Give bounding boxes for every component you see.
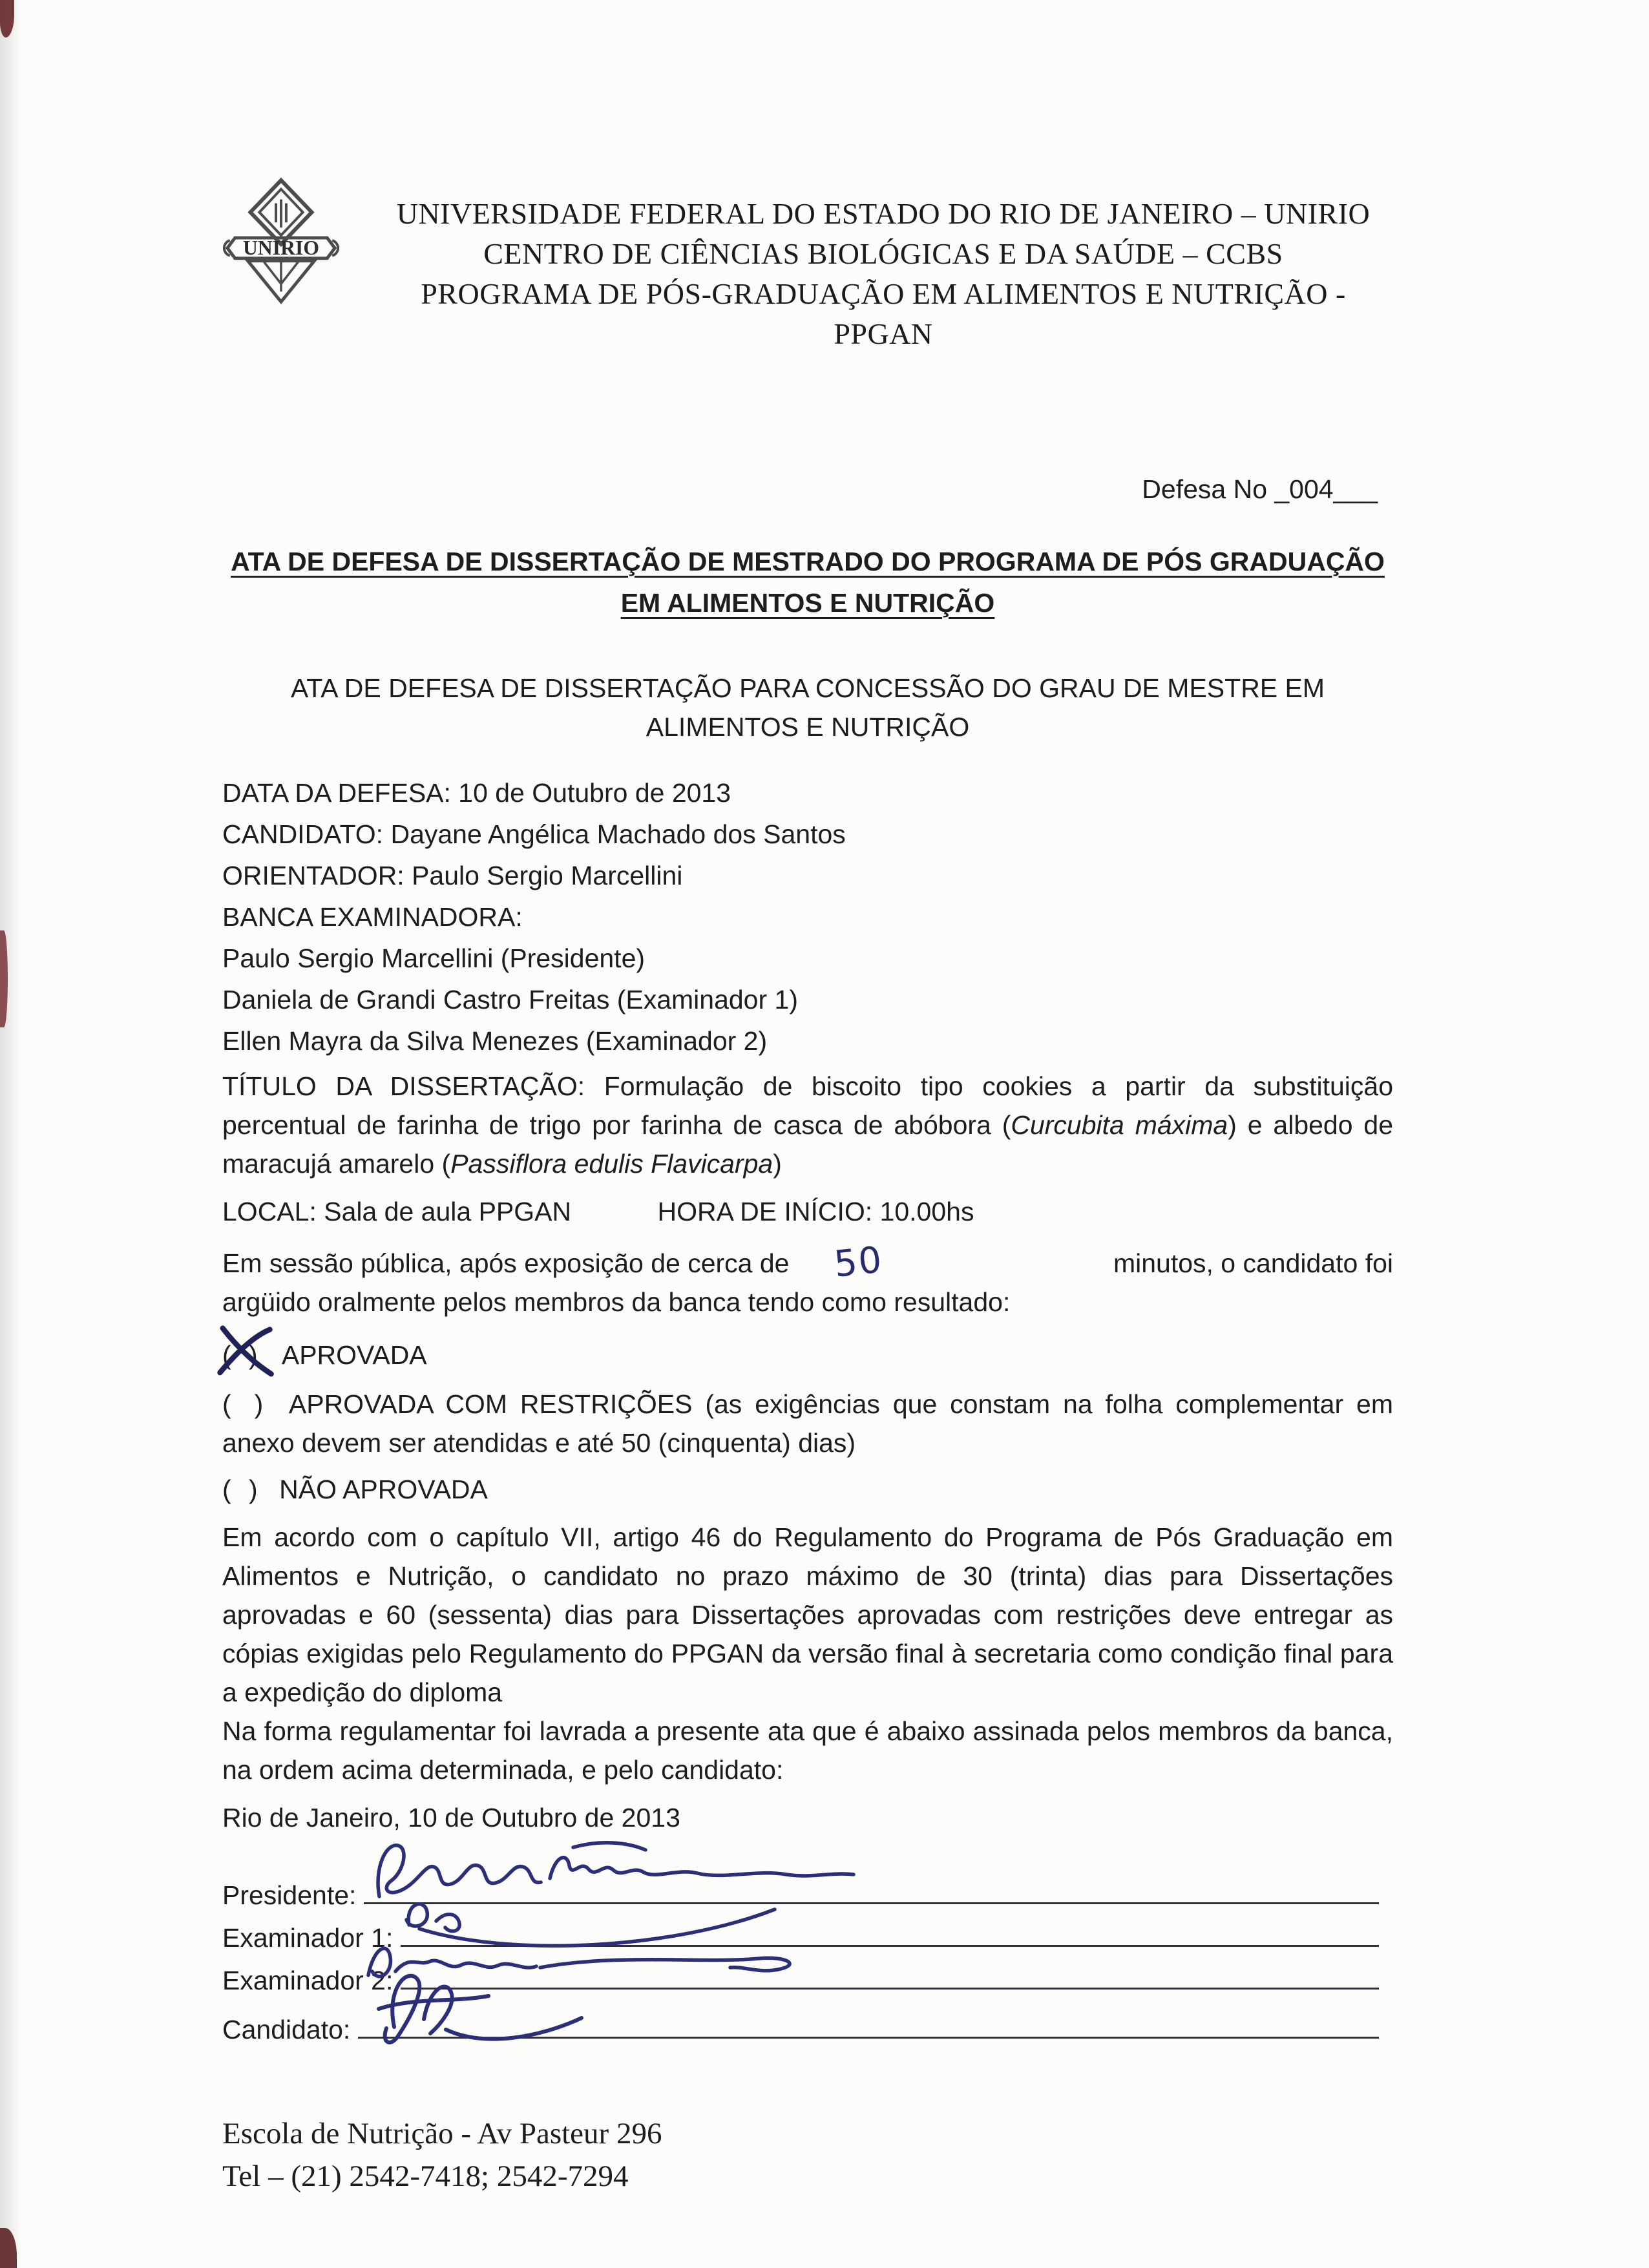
signature-row-examinador1 <box>222 1911 1393 1953</box>
dissertation-title-text-2: ) e albedo de maracujá amarelo ( <box>222 1110 1393 1179</box>
examinador1-label: Examinador 1: <box>222 1923 394 1953</box>
field-data-defesa: DATA DA DEFESA: 10 de Outubro de 2013 <box>222 778 731 808</box>
city-date-line: Rio de Janeiro, 10 de Outubro de 2013 <box>222 1803 680 1832</box>
checkbox-aprovada-restricoes: ( ) <box>222 1389 269 1419</box>
signature-line-examinador2 <box>401 1988 1379 1990</box>
examinador2-label: Examinador 2: <box>222 1966 394 1995</box>
unirio-logo-icon <box>217 176 345 308</box>
session-line2: argüido oralmente pelos membros da banca tendo como resultado: <box>222 1287 1011 1317</box>
option-aprovada-label: APROVADA <box>281 1340 427 1370</box>
document-subtitle-line2: ALIMENTOS E NUTRIÇÃO <box>646 712 970 742</box>
defesa-number: Defesa No _004___ <box>1142 474 1378 504</box>
field-banca-label: BANCA EXAMINADORA: <box>222 902 523 932</box>
unirio-logo-text: UNIRIO <box>243 236 319 259</box>
document-content <box>222 0 1393 2198</box>
dissertation-title-text-1: TÍTULO DA DISSERTAÇÃO: Formulação de biscoito tipo cookies a partir da substituição percentual de farinha de trigo por farinha de casca de abóbora ( <box>222 1071 1393 1140</box>
letterhead <box>222 0 1393 354</box>
footer-address-line: Escola de Nutrição - Av Pasteur 296 <box>222 2117 662 2150</box>
letterhead-text <box>373 176 1393 354</box>
candidato-label: Candidato: <box>222 2015 351 2044</box>
signatures-block <box>222 1868 1393 2045</box>
signature-row-presidente <box>222 1868 1393 1911</box>
session-paragraph <box>222 1241 1393 1321</box>
university-name: UNIVERSIDADE FEDERAL DO ESTADO DO RIO DE JANEIRO – UNIRIO <box>396 197 1371 230</box>
signature-row-candidato <box>222 2002 1393 2045</box>
document-subtitle-line1: ATA DE DEFESA DE DISSERTAÇÃO PARA CONCESSÃO DO GRAU DE MESTRE EM <box>290 673 1325 703</box>
scan-artifact-left-middle <box>0 930 8 1027</box>
field-candidato: CANDIDATO: Dayane Angélica Machado dos Santos <box>222 819 846 849</box>
dissertation-title-paragraph <box>222 1067 1393 1183</box>
banca-member-examinador2: Ellen Mayra da Silva Menezes (Examinador 2) <box>222 1026 768 1056</box>
session-line1 <box>222 1239 1393 1286</box>
document-title-line1: ATA DE DEFESA DE DISSERTAÇÃO DE MESTRADO DO PROGRAMA DE PÓS GRADUAÇÃO <box>231 547 1385 576</box>
field-orientador: ORIENTADOR: Paulo Sergio Marcellini <box>222 861 683 890</box>
document-title-line2: EM ALIMENTOS E NUTRIÇÃO <box>620 588 995 618</box>
option-aprovada-restricoes <box>222 1385 1393 1462</box>
local-hora-line <box>222 1191 1393 1232</box>
local-label: LOCAL: Sala de aula PPGAN <box>222 1197 572 1226</box>
signature-line-presidente <box>364 1902 1379 1904</box>
closing-paragraph: Na forma regulamentar foi lavrada a presente ata que é abaixo assinada pelos membros da banca, na ordem acima determinada, e pelo candidato: <box>222 1716 1393 1785</box>
option-aprovada-restricoes-label: APROVADA COM RESTRIÇÕES (as exigências que constam na folha complementar em anexo devem ser atendidas e até 50 (cinquenta) dias) <box>222 1389 1393 1458</box>
regulation-paragraph: Em acordo com o capítulo VII, artigo 46 do Regulamento do Programa de Pós Graduação em Alimentos e Nutrição, o candidato no prazo máximo de 30 (trinta) dias para Dissertações aprovadas e 60 (sessenta) dias para Dissertações aprovadas com restrições deve entregar as cópias exigidas pelo Regulamento do PPGAN da versão final à secretaria como condição final para a expedição do diploma <box>222 1522 1393 1707</box>
defense-fields <box>222 772 1393 1062</box>
signature-line-examinador1 <box>401 1945 1379 1947</box>
species-name-italic-1: Curcubita máxima <box>1011 1110 1228 1140</box>
signature-line-candidato <box>358 2037 1379 2039</box>
document-subtitle <box>222 669 1393 746</box>
option-nao-aprovada-label: NÃO APROVADA <box>279 1475 488 1504</box>
session-text-before: Em sessão pública, após exposição de cerca de <box>222 1248 790 1278</box>
document-title <box>222 541 1393 624</box>
dissertation-title-text-3: ) <box>773 1149 782 1179</box>
checkbox-aprovada-parens: ( ) <box>222 1340 263 1370</box>
checkbox-aprovada <box>222 1333 263 1377</box>
footer-phone-line: Tel – (21) 2542-7418; 2542-7294 <box>222 2159 629 2193</box>
option-aprovada <box>222 1333 1393 1377</box>
footer-address <box>222 2112 1393 2198</box>
center-name: CENTRO DE CIÊNCIAS BIOLÓGICAS E DA SAÚDE – CCBS <box>483 237 1283 270</box>
signature-row-examinador2 <box>222 1953 1393 1996</box>
presidente-label: Presidente: <box>222 1880 357 1910</box>
handwritten-x-mark-icon <box>212 1324 277 1381</box>
scan-edge-shadow <box>0 0 22 2268</box>
checkbox-nao-aprovada: ( ) <box>222 1475 263 1504</box>
result-options <box>222 1333 1393 1509</box>
program-name: PROGRAMA DE PÓS-GRADUAÇÃO EM ALIMENTOS E NUTRIÇÃO - PPGAN <box>421 277 1346 350</box>
hora-inicio-label: HORA DE INÍCIO: 10.00hs <box>657 1197 974 1226</box>
banca-member-presidente: Paulo Sergio Marcellini (Presidente) <box>222 943 646 973</box>
handwritten-minutes: 50 <box>832 1239 885 1286</box>
banca-member-examinador1: Daniela de Grandi Castro Freitas (Examinador 1) <box>222 985 798 1014</box>
species-name-italic-2: Passiflora edulis Flavicarpa <box>450 1149 773 1179</box>
option-nao-aprovada <box>222 1470 1393 1509</box>
session-text-after: minutos, o candidato foi <box>1113 1248 1393 1278</box>
